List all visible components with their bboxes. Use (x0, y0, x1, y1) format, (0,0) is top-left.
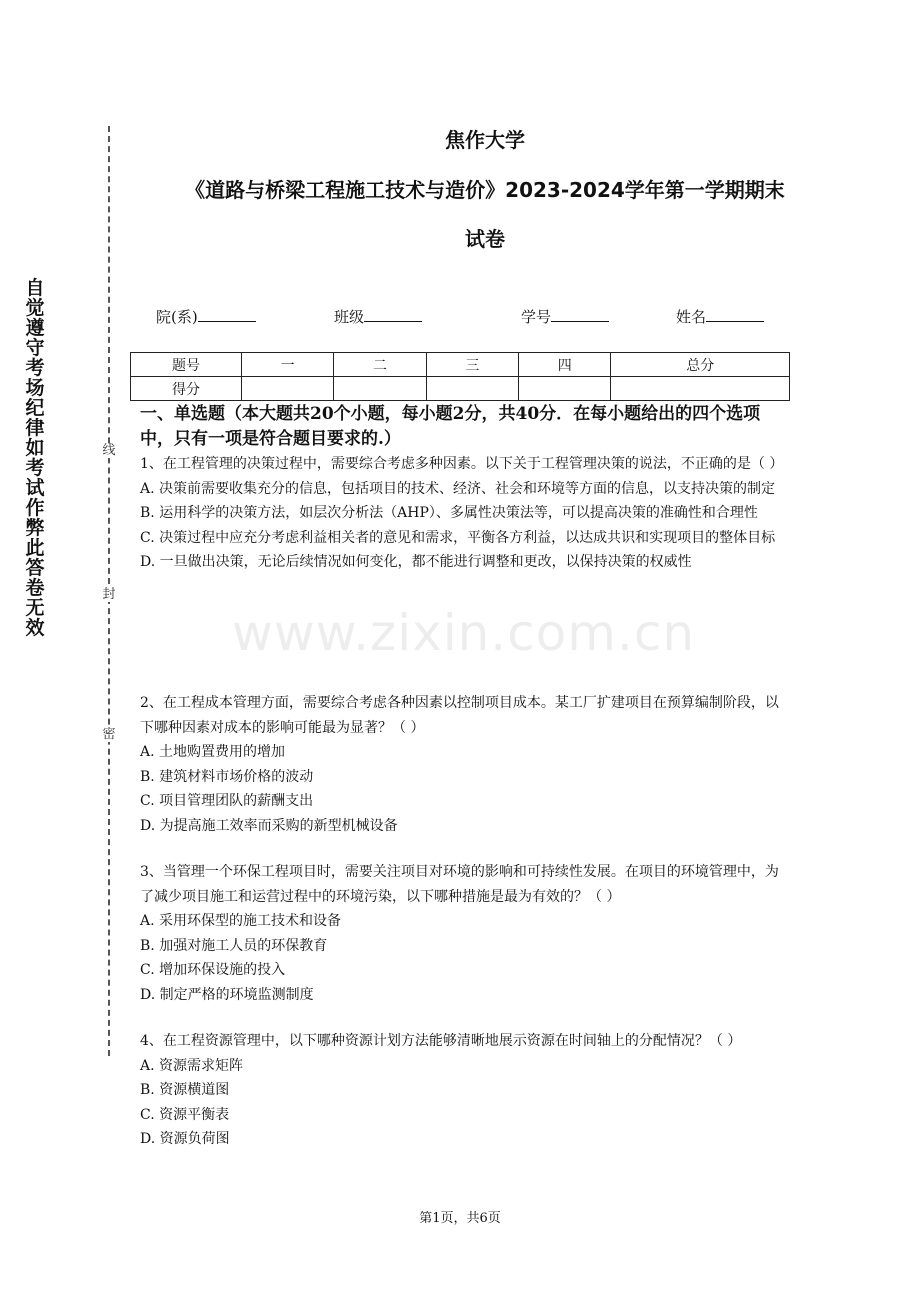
exam-title-continued: 试卷 (465, 227, 505, 251)
option-a: A. 决策前需要收集充分的信息，包括项目的技术、经济、社会和环境等方面的信息，以支持决策的制定 (140, 480, 776, 497)
option-c: C. 项目管理团队的薪酬支出 (140, 793, 314, 809)
question-3 (140, 860, 790, 1007)
question-stem: 2、在工程成本管理方面，需要综合考虑各种因素以控制项目成本。某工厂扩建项目在预算编制阶段，以下哪种因素对成本的影响可能最为显著？（ ） (140, 695, 779, 736)
option-d: D. 资源负荷图 (140, 1131, 230, 1147)
option-c: C. 决策过程中应充分考虑利益相关者的意见和需求，平衡各方利益，以达成共识和实现项目的整体目标 (140, 529, 776, 546)
exam-discipline-warning: 自觉遵守考场纪律如考试作弊此答卷无效 (25, 277, 45, 639)
option-b: B. 运用科学的决策方法，如层次分析法（AHP）、多属性决策法等，可以提高决策的准确性和合理性 (140, 505, 758, 521)
question-1 (140, 452, 790, 575)
option-b: B. 建筑材料市场价格的波动 (140, 768, 314, 785)
score-header-cell: 四 (519, 353, 611, 377)
watermark: www.zixin.com.cn (232, 604, 696, 662)
university-name: 焦作大学 (445, 128, 525, 152)
score-cell (611, 377, 790, 401)
department-field: 院(系) (156, 306, 256, 327)
cut-label-line: 线 (102, 443, 116, 458)
option-b: B. 资源横道图 (140, 1082, 230, 1098)
score-cell (242, 377, 334, 401)
option-d: D. 为提高施工效率而采购的新型机械设备 (140, 817, 398, 834)
score-header-cell: 一 (242, 353, 334, 377)
option-a: A. 资源需求矩阵 (140, 1057, 244, 1074)
score-cell (519, 377, 611, 401)
option-a: A. 采用环保型的施工技术和设备 (140, 913, 342, 929)
class-field: 班级 (334, 306, 422, 327)
option-a: A. 土地购置费用的增加 (140, 744, 286, 760)
score-cell (334, 377, 426, 401)
score-header-cell: 二 (334, 353, 426, 377)
section-heading: 一、单选题（本大题共20个小题，每小题2分，共40分．在每小题给出的四个选项中，只有一项是符合题目要求的.） (140, 404, 761, 449)
cut-label-secret: 密 (102, 727, 116, 742)
question-stem: 1、在工程管理的决策过程中，需要综合考虑多种因素。以下关于工程管理决策的说法，不正确的是（ ） (140, 456, 784, 472)
option-b: B. 加强对施工人员的环保教育 (140, 937, 328, 954)
question-2 (140, 691, 790, 838)
student-id-field: 学号 (521, 306, 609, 327)
score-row-label: 得分 (131, 377, 242, 401)
name-field: 姓名 (676, 306, 764, 327)
score-cell (426, 377, 518, 401)
question-stem: 3、当管理一个环保工程项目时，需要关注项目对环境的影响和可持续性发展。在项目的环境管理中，为了减少项目施工和运营过程中的环境污染，以下哪种措施是最为有效的？（ ） (140, 864, 779, 905)
score-table (130, 352, 790, 401)
score-table-header-row (131, 353, 790, 377)
score-header-cell: 总分 (611, 353, 790, 377)
question-4 (140, 1029, 790, 1152)
page-number-footer: 第1页，共6页 (419, 1211, 501, 1226)
score-header-cell: 三 (426, 353, 518, 377)
score-header-cell: 题号 (131, 353, 242, 377)
question-stem: 4、在工程资源管理中，以下哪种资源计划方法能够清晰地展示资源在时间轴上的分配情况？（ ） (140, 1033, 742, 1049)
exam-title: 《道路与桥梁工程施工技术与造价》2023-2024学年第一学期期末 (185, 178, 785, 202)
option-d: D. 一旦做出决策，无论后续情况如何变化，都不能进行调整和更改，以保持决策的权威性 (140, 554, 692, 570)
option-d: D. 制定严格的环境监测制度 (140, 986, 314, 1003)
option-c: C. 增加环保设施的投入 (140, 962, 286, 978)
cut-label-seal: 封 (102, 587, 116, 602)
score-table-score-row (131, 377, 790, 401)
option-c: C. 资源平衡表 (140, 1106, 230, 1123)
